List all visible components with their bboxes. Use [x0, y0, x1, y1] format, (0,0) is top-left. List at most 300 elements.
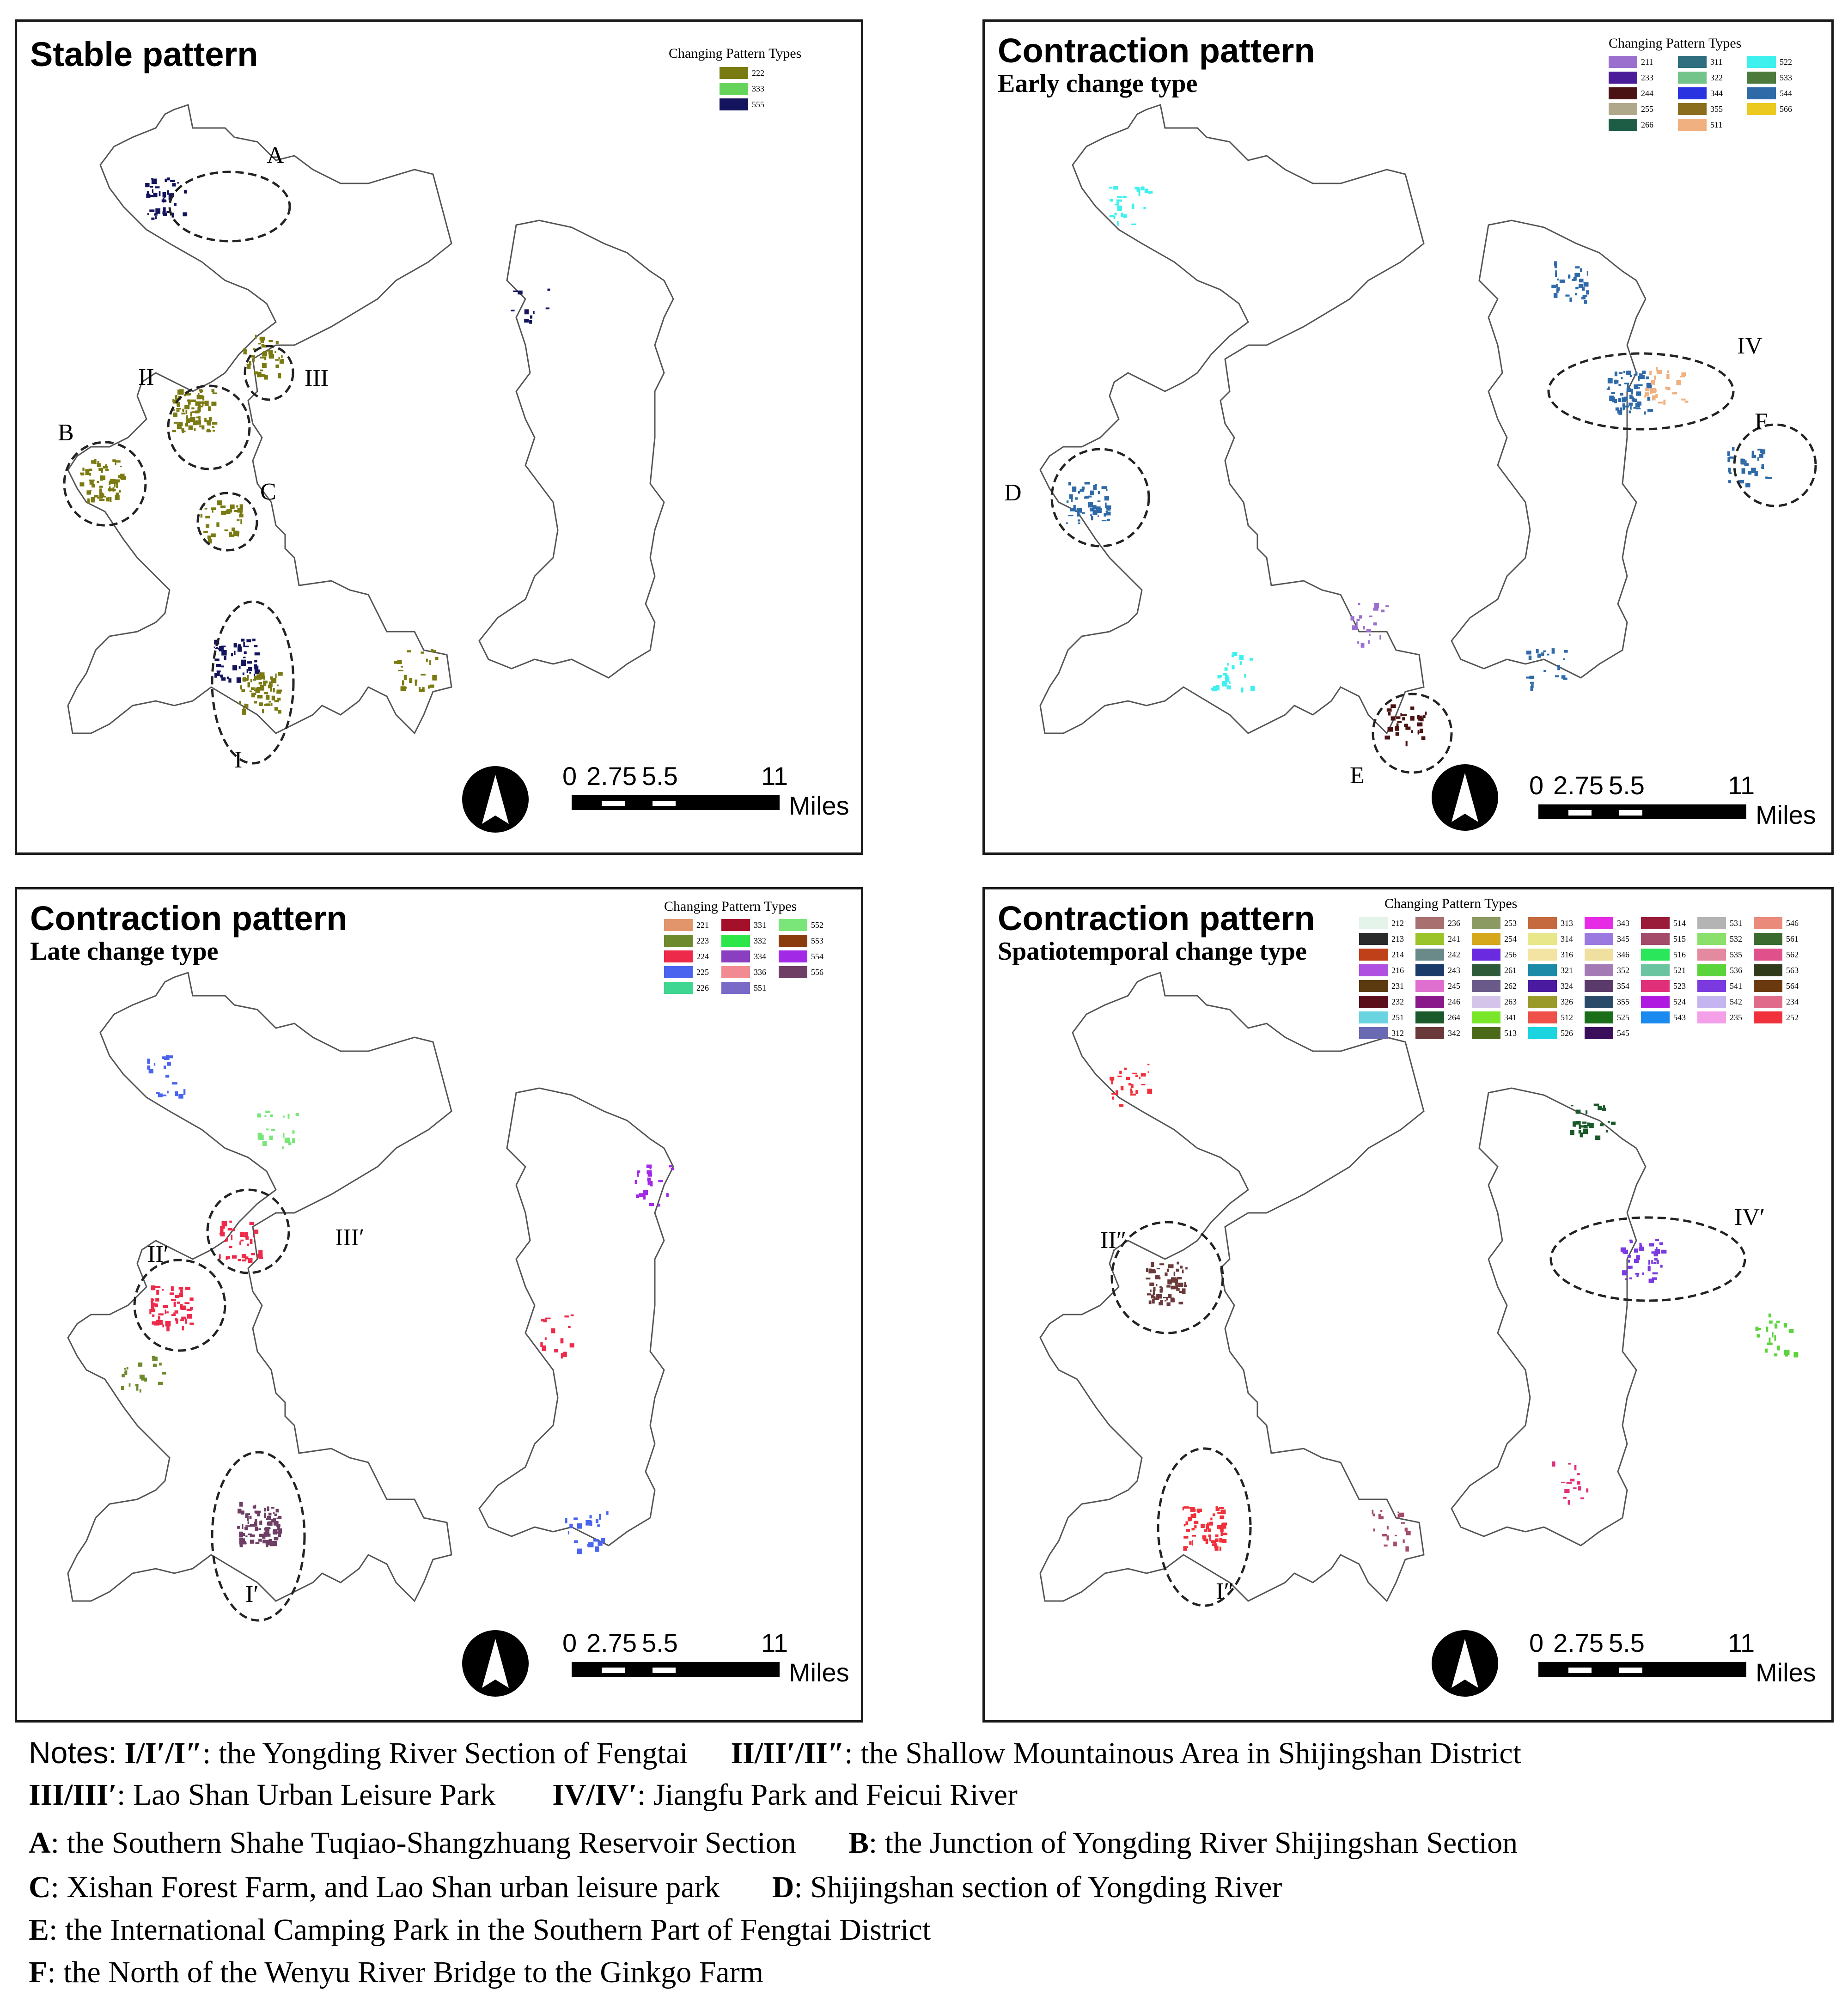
- legend-swatch: [1747, 56, 1776, 68]
- zone-label-III: III: [305, 365, 329, 391]
- change-patch: [260, 370, 263, 371]
- note-text: : the North of the Wenyu River Bridge to the Ginkgo Farm: [47, 1955, 764, 1989]
- legend-code: 244: [1641, 88, 1653, 98]
- change-patch: [190, 418, 195, 420]
- change-patch: [182, 1326, 183, 1331]
- district-outline-west: [68, 973, 451, 1601]
- panel-title: Contraction pattern: [998, 31, 1315, 70]
- change-patch: [256, 1511, 259, 1514]
- change-patch: [1640, 1245, 1642, 1251]
- zone-label-F: F: [1755, 408, 1768, 435]
- legend-swatch: [1415, 996, 1444, 1008]
- change-patch: [226, 1237, 228, 1241]
- change-patch: [85, 469, 89, 471]
- change-patch: [426, 659, 428, 662]
- change-patch: [1075, 497, 1078, 499]
- legend-code: 221: [696, 920, 709, 930]
- legend-item: [1747, 54, 1817, 70]
- change-patch: [1761, 467, 1763, 468]
- change-patch: [1405, 1528, 1408, 1531]
- legend-swatch: [1472, 1011, 1500, 1023]
- change-patch: [1141, 1084, 1145, 1085]
- change-patch: [140, 1389, 141, 1392]
- legend-swatch: [1415, 1027, 1444, 1039]
- legend-swatch: [1697, 917, 1726, 929]
- legend-code: 264: [1448, 1012, 1460, 1022]
- change-patch: [402, 680, 404, 685]
- change-patch: [1582, 1121, 1586, 1123]
- change-patch: [234, 643, 237, 647]
- change-patch: [1574, 273, 1580, 277]
- legend-item: [664, 917, 721, 933]
- legend-items: [664, 917, 836, 996]
- change-patch: [91, 498, 94, 500]
- change-patch: [1762, 464, 1764, 469]
- change-patch: [1145, 189, 1148, 193]
- change-patch: [1403, 1540, 1404, 1543]
- change-patch: [262, 363, 267, 368]
- change-patch: [1742, 468, 1745, 474]
- change-patch: [398, 670, 403, 671]
- change-patch: [231, 1235, 232, 1241]
- change-patch: [1648, 1266, 1651, 1272]
- change-patch: [666, 1193, 669, 1197]
- change-patch: [1185, 1522, 1188, 1525]
- legend-swatch: [1754, 917, 1782, 929]
- change-patch: [1630, 406, 1632, 410]
- change-patch: [250, 1516, 252, 1519]
- legend-item: [1641, 947, 1697, 962]
- change-patch: [174, 422, 179, 424]
- change-patch: [1157, 1268, 1160, 1269]
- map-legend: [1359, 896, 1799, 1038]
- change-patch: [120, 466, 122, 467]
- legend-item: [779, 949, 836, 964]
- change-patch: [247, 1244, 249, 1246]
- change-patch: [1395, 726, 1399, 731]
- change-patch: [252, 639, 256, 641]
- change-patch: [247, 1516, 249, 1521]
- change-patch: [1620, 393, 1623, 396]
- change-patch: [1369, 615, 1372, 617]
- legend-code: 235: [1730, 1012, 1742, 1022]
- change-patch: [151, 218, 154, 220]
- change-patch: [545, 1318, 551, 1320]
- change-patch: [1634, 374, 1635, 375]
- change-patch: [240, 512, 242, 514]
- legend-title: Changing Pattern Types: [664, 899, 797, 914]
- legend-swatch: [1754, 949, 1782, 961]
- map-panel-early: [982, 19, 1834, 855]
- change-patch: [249, 672, 251, 674]
- change-patch: [241, 1538, 245, 1541]
- change-patch: [1577, 1481, 1580, 1485]
- change-patch: [86, 490, 91, 494]
- change-patch: [177, 424, 182, 429]
- legend-swatch: [1585, 933, 1613, 945]
- change-patch: [407, 650, 411, 652]
- change-patch: [158, 1313, 163, 1315]
- legend-title: Changing Pattern Types: [669, 46, 802, 61]
- change-patch: [1095, 484, 1097, 486]
- change-patch: [271, 678, 276, 683]
- zone-label-IV: IV: [1737, 333, 1763, 359]
- legend-swatch: [1641, 1011, 1670, 1023]
- change-patch: [1078, 523, 1080, 524]
- change-patch: [1583, 1129, 1588, 1134]
- change-patch: [241, 639, 244, 641]
- scale-bar-graphic: [572, 795, 780, 810]
- change-patch: [1098, 491, 1100, 494]
- notes-line-4: [29, 1870, 1282, 1905]
- change-patch: [257, 1114, 261, 1118]
- north-arrow-icon: [1430, 1629, 1500, 1698]
- change-patch: [1789, 1329, 1794, 1333]
- scale-bar: [562, 761, 863, 821]
- change-patch: [1652, 1251, 1656, 1254]
- change-patch: [268, 1539, 272, 1545]
- change-patch: [1656, 367, 1658, 371]
- legend-items: [720, 65, 798, 112]
- change-patch: [1175, 1285, 1178, 1289]
- change-patch: [260, 1521, 262, 1525]
- legend-swatch: [1528, 933, 1557, 945]
- change-patch: [232, 528, 235, 531]
- change-patch: [186, 418, 190, 423]
- change-patch: [216, 522, 219, 527]
- change-patch: [1354, 627, 1358, 630]
- legend-code: 241: [1448, 934, 1460, 944]
- change-patch: [220, 1233, 222, 1235]
- change-patch: [264, 1508, 266, 1512]
- legend-swatch: [1415, 917, 1444, 929]
- legend-swatch: [664, 935, 693, 947]
- legend-swatch: [1641, 996, 1670, 1008]
- change-patch: [199, 426, 201, 427]
- change-patch: [1627, 388, 1631, 392]
- change-patch: [1630, 375, 1632, 377]
- change-patch: [1088, 496, 1092, 498]
- change-patch: [258, 1539, 262, 1542]
- change-patch: [1531, 684, 1533, 688]
- note-key: II/II′/II″: [731, 1736, 845, 1770]
- change-patch: [1598, 1106, 1602, 1110]
- change-patch: [429, 660, 431, 665]
- change-patch: [1156, 1284, 1157, 1286]
- legend-code: 344: [1710, 88, 1723, 98]
- change-patch: [1168, 1294, 1172, 1298]
- panel-title: Contraction pattern: [998, 899, 1315, 938]
- change-patch: [87, 499, 90, 504]
- change-patch: [271, 1507, 274, 1509]
- change-patch: [207, 420, 211, 424]
- legend-code: 321: [1561, 965, 1573, 975]
- change-patch: [1638, 387, 1640, 389]
- change-patch: [635, 1180, 637, 1184]
- change-patch: [1117, 196, 1122, 198]
- change-patch: [155, 186, 160, 188]
- change-patch: [250, 1540, 254, 1544]
- change-patch: [1191, 1514, 1196, 1518]
- change-patch: [201, 425, 204, 429]
- change-patch: [1634, 384, 1638, 389]
- change-patch: [234, 651, 236, 655]
- change-patch: [1114, 213, 1116, 216]
- change-patch: [257, 687, 260, 691]
- change-patch: [162, 1289, 164, 1291]
- legend-code: 346: [1617, 950, 1629, 959]
- change-patch: [167, 190, 169, 195]
- change-patch: [1570, 1479, 1575, 1481]
- change-patch: [211, 402, 216, 406]
- change-patch: [1217, 1512, 1222, 1514]
- change-patch: [1634, 407, 1636, 409]
- change-patch: [277, 685, 279, 687]
- change-patch: [1106, 508, 1110, 511]
- change-patch: [511, 310, 515, 311]
- change-patch: [546, 307, 549, 309]
- change-patch: [238, 533, 239, 536]
- legend-item: [1415, 1025, 1472, 1041]
- legend-item: [1609, 101, 1678, 117]
- change-patch: [167, 177, 170, 180]
- change-patch: [272, 696, 275, 700]
- change-patch: [1757, 457, 1759, 461]
- change-patch: [186, 415, 188, 419]
- legend-item: [664, 980, 721, 996]
- scale-number: 0: [1529, 1628, 1544, 1657]
- change-patch: [1579, 279, 1584, 282]
- change-patch: [238, 1259, 241, 1261]
- change-patch: [1405, 727, 1410, 730]
- change-patch: [254, 690, 257, 691]
- change-patch: [568, 1326, 570, 1328]
- change-patch: [1250, 658, 1253, 660]
- note-key: I/I′/I″: [124, 1736, 202, 1770]
- legend-item: [1641, 962, 1697, 978]
- change-patch: [266, 695, 269, 700]
- legend-item: [1528, 994, 1585, 1010]
- change-patch: [110, 497, 111, 502]
- change-patch: [254, 1522, 257, 1526]
- change-patch: [152, 1303, 157, 1306]
- change-patch: [98, 468, 101, 471]
- scale-unit: Miles: [1756, 1658, 1816, 1687]
- legend-code: 555: [752, 99, 764, 109]
- change-patch: [173, 1312, 175, 1314]
- change-patch: [405, 687, 407, 689]
- zone-label-I-dprime: I″: [1216, 1578, 1234, 1605]
- change-patch: [1391, 704, 1396, 708]
- change-patch: [239, 1504, 242, 1507]
- change-patch: [1153, 1287, 1156, 1291]
- change-patch: [1573, 1487, 1576, 1489]
- legend-item: [1754, 931, 1810, 947]
- scale-number: 2.75: [586, 761, 637, 791]
- legend-code: 524: [1673, 997, 1686, 1006]
- legend-item: [1641, 931, 1697, 947]
- change-patch: [215, 648, 220, 649]
- change-patch: [148, 1066, 150, 1069]
- change-patch: [1646, 377, 1649, 379]
- change-patch: [200, 402, 205, 404]
- change-patch: [1151, 1269, 1155, 1273]
- change-patch: [1653, 1272, 1658, 1275]
- change-patch: [1135, 1075, 1138, 1077]
- change-patch: [1425, 712, 1427, 715]
- change-patch: [1574, 277, 1577, 280]
- change-patch: [242, 1524, 243, 1529]
- change-patch: [1629, 1240, 1632, 1241]
- change-patch: [1396, 732, 1399, 736]
- change-patch: [273, 1518, 276, 1522]
- legend-swatch: [1678, 72, 1707, 84]
- change-patch: [421, 674, 426, 676]
- change-patch: [153, 193, 157, 197]
- legend-swatch: [1641, 980, 1670, 992]
- legend-swatch: [1528, 980, 1557, 992]
- legend-code: 313: [1561, 918, 1573, 928]
- legend-code: 223: [696, 936, 709, 945]
- legend-swatch: [664, 919, 693, 931]
- change-patch: [243, 672, 244, 675]
- change-patch: [428, 685, 430, 688]
- legend-item: [1415, 915, 1472, 931]
- change-patch: [1626, 1250, 1628, 1254]
- change-patch: [91, 484, 95, 487]
- change-patch: [1775, 1335, 1776, 1341]
- change-patch: [1676, 380, 1681, 385]
- change-patch: [1171, 1277, 1177, 1283]
- legend-item: [1472, 978, 1528, 994]
- legend-item: [1415, 1010, 1472, 1025]
- change-patch: [1767, 1343, 1773, 1345]
- change-patch: [276, 1509, 279, 1513]
- change-patch: [1110, 199, 1113, 201]
- change-patch: [1067, 500, 1068, 503]
- change-patch: [1647, 383, 1652, 389]
- change-patch: [228, 1228, 232, 1230]
- change-patch: [1373, 608, 1378, 611]
- change-patch: [184, 190, 187, 193]
- legend-swatch: [1359, 980, 1388, 992]
- scale-bar: [1529, 1628, 1834, 1688]
- change-patch: [226, 1256, 230, 1259]
- legend-code: 341: [1504, 1012, 1517, 1022]
- change-patch: [1667, 371, 1669, 373]
- change-patch: [236, 505, 238, 508]
- change-patch: [274, 1514, 277, 1516]
- legend-item: [1528, 915, 1585, 931]
- change-patch: [252, 693, 256, 695]
- change-patch: [1396, 716, 1400, 718]
- scale-bar-graphic: [1538, 804, 1746, 819]
- notes-line-3: [29, 1826, 1518, 1861]
- change-patch: [239, 1242, 241, 1245]
- change-patch: [263, 676, 265, 680]
- change-patch: [202, 396, 204, 400]
- change-patch: [1729, 472, 1732, 474]
- change-patch: [1227, 663, 1229, 665]
- change-patch: [1652, 396, 1656, 401]
- district-outline-west: [1040, 105, 1424, 733]
- change-patch: [1654, 376, 1656, 380]
- change-patch: [1155, 1298, 1159, 1300]
- change-patch: [183, 1089, 185, 1095]
- change-patch: [267, 1517, 269, 1520]
- change-patch: [272, 354, 274, 358]
- change-patch: [1069, 494, 1073, 499]
- legend-swatch: [1609, 87, 1637, 99]
- legend-code: 525: [1617, 1012, 1629, 1022]
- change-patch: [1642, 371, 1646, 374]
- panel-subtitle: Spatiotemporal change type: [998, 937, 1307, 966]
- change-patch: [243, 1543, 246, 1545]
- change-patch: [195, 410, 200, 413]
- change-patch: [205, 508, 207, 510]
- change-patch: [194, 428, 196, 431]
- change-patch: [273, 1531, 274, 1534]
- legend-title: Changing Pattern Types: [1384, 896, 1518, 911]
- legend-swatch: [664, 950, 693, 962]
- change-patch: [246, 704, 248, 707]
- legend-swatch: [779, 919, 807, 931]
- change-patch: [1728, 480, 1731, 483]
- legend-code: 533: [1780, 73, 1792, 82]
- change-patch: [260, 337, 265, 341]
- change-patch: [177, 410, 180, 412]
- note-key: F: [29, 1955, 48, 1989]
- change-patch: [1098, 515, 1099, 517]
- legend-swatch: [1747, 103, 1776, 115]
- change-patch: [163, 213, 167, 216]
- change-patch: [529, 320, 532, 323]
- legend-item: [1754, 1010, 1810, 1025]
- change-patch: [165, 1075, 169, 1078]
- legend-code: 541: [1730, 981, 1742, 991]
- legend-code: 213: [1391, 934, 1404, 944]
- change-patch: [282, 1146, 284, 1149]
- change-patch: [231, 653, 233, 656]
- change-patch: [533, 311, 535, 314]
- change-patch: [247, 364, 250, 369]
- note-key: A: [29, 1826, 51, 1860]
- change-patch: [172, 1082, 177, 1084]
- change-patch: [1634, 1259, 1639, 1263]
- legend-swatch: [1609, 103, 1637, 115]
- change-patch: [1557, 665, 1560, 670]
- change-patch: [587, 1544, 591, 1547]
- change-patch: [569, 1524, 573, 1528]
- legend-swatch: [1472, 1027, 1500, 1039]
- change-patch: [548, 289, 550, 291]
- change-patch: [1241, 688, 1243, 693]
- change-patch: [1209, 1537, 1211, 1541]
- change-patch: [1391, 716, 1396, 720]
- change-patch: [258, 1135, 264, 1140]
- legend-item: [1609, 117, 1678, 133]
- change-patch: [1410, 706, 1414, 710]
- zone-label-E: E: [1350, 762, 1365, 789]
- change-patch: [254, 1230, 258, 1234]
- notes-line-6: [29, 1955, 763, 1990]
- legend-swatch: [720, 67, 748, 79]
- change-patch: [1397, 721, 1402, 723]
- change-patch: [1728, 468, 1730, 472]
- legend-swatch: [1641, 933, 1670, 945]
- legend-code: 251: [1391, 1012, 1404, 1022]
- change-patch: [269, 682, 271, 686]
